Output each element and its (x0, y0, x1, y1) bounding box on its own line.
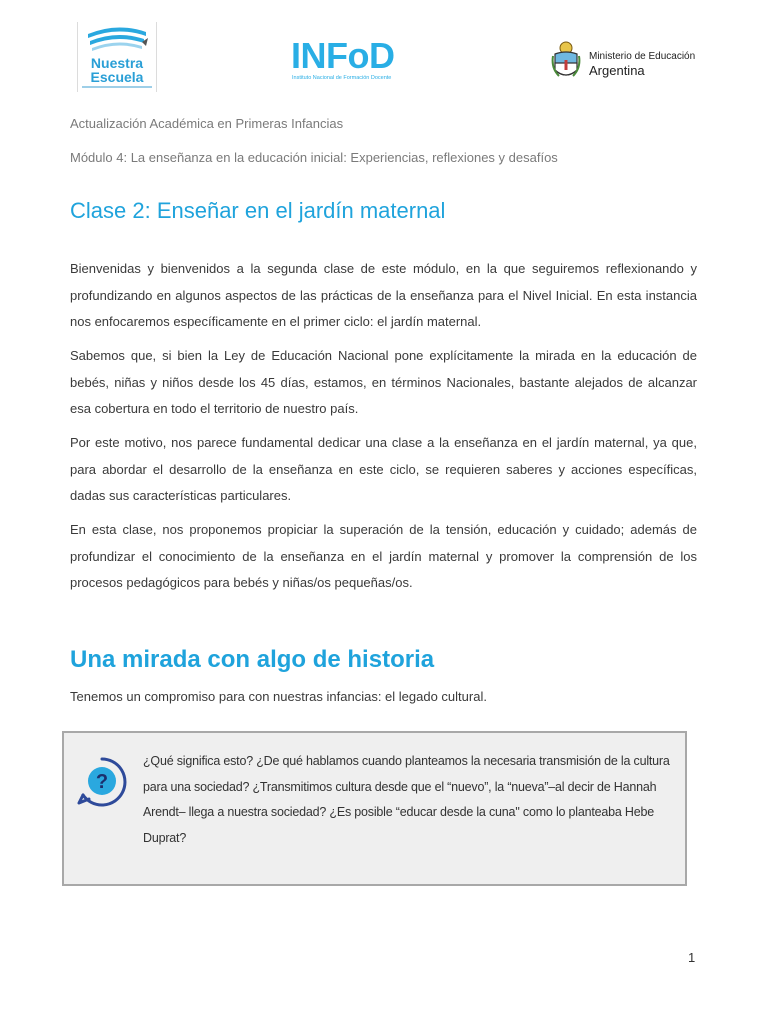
page-number: 1 (688, 950, 696, 965)
infod-title: INFoD (291, 35, 395, 76)
module-title: Módulo 4: La enseñanza en la educación inicial: Experiencias, reflexiones y desafíos (70, 150, 558, 165)
ministerio-logo (551, 40, 701, 84)
argentina-shield-icon (551, 40, 581, 82)
section-title: Una mirada con algo de historia (70, 646, 435, 673)
infod-subtitle: Instituto Nacional de Formación Docente (292, 75, 392, 81)
paragraph-4: En esta clase, nos proponemos propiciar la superación de la tensión, educación y cuidado; además de profundizar el conocimiento de la enseñanza en el jardín maternal y promover la comprensión de los procesos pedagógicos para bebés y niñas/os pequeñas/os. (70, 522, 697, 590)
nuestra-escuela-logo (77, 22, 157, 92)
paragraph-1: Bienvenidas y bienvenidos a la segunda clase de este módulo, en la que seguiremos reflexionando y profundizando en algunos aspectos de las prácticas de la enseñanza para el Nivel Inicial. En esta instancia nos enfocaremos específicamente en el primer ciclo: el jardín maternal. (70, 261, 697, 329)
question-icon (75, 755, 129, 809)
question-text: ¿Qué significa esto? ¿De qué hablamos cuando planteamos la necesaria transmisión de la cultura para una sociedad? ¿Transmitimos cultura desde que el “nuevo”, la “nueva”–al decir de Hannah Arendt– llega a nuestra sociedad? ¿Es posible “educar desde la cuna'' como lo planteaba Hebe Duprat? (143, 754, 670, 845)
question-box (62, 731, 687, 886)
infod-logo (291, 35, 431, 88)
paragraph-2: Sabemos que, si bien la Ley de Educación Nacional pone explícitamente la mirada en la educación de bebés, niñas y niños desde los 45 días, estamos, en términos Nacionales, bastante alejados de alcanzar esa cobertura en todo el territorio de nuestro país. (70, 348, 697, 416)
course-title: Actualización Académica en Primeras Infancias (70, 116, 344, 131)
logo-left-line1: Nuestra (90, 55, 144, 71)
logo-left-line2: Escuela (90, 69, 144, 85)
nuestra-escuela-arcs-icon (84, 24, 150, 56)
section-intro: Tenemos un compromiso para con nuestras infancias: el legado cultural. (70, 689, 487, 704)
class-title: Clase 2: Enseñar en el jardín maternal (70, 198, 446, 223)
paragraph-3: Por este motivo, nos parece fundamental dedicar una clase a la enseñanza en el jardín maternal, ya que, para abordar el desarrollo de la enseñanza en este ciclo, se requieren saberes y acciones específicas, dadas sus características particulares. (70, 435, 697, 503)
ministerio-line2: Argentina (589, 63, 645, 78)
logo-left-underline (82, 86, 152, 88)
ministerio-line1: Ministerio de Educación (589, 51, 696, 62)
svg-text:?: ? (95, 771, 109, 793)
